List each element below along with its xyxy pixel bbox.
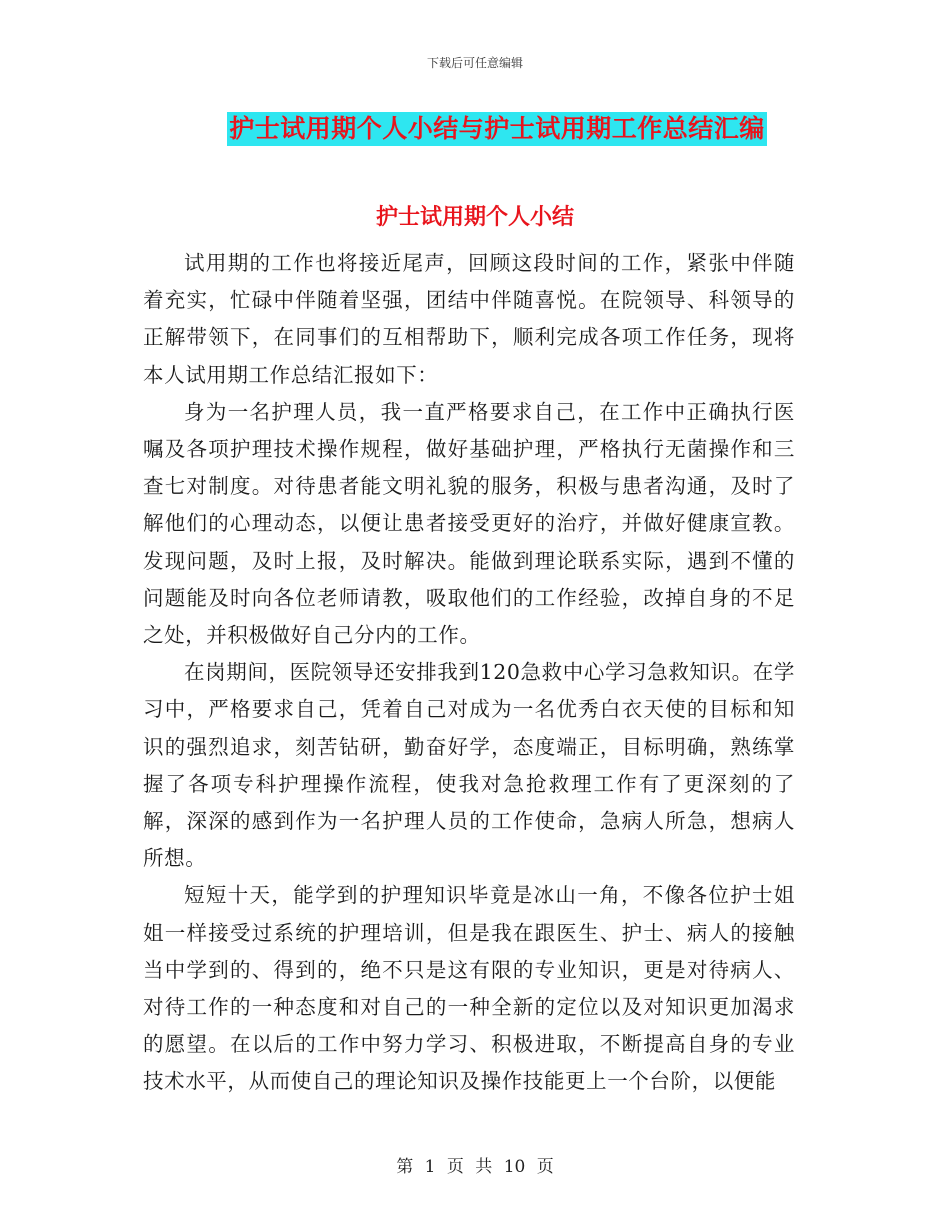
paragraph: 试用期的工作也将接近尾声，回顾这段时间的工作，紧张中伴随着充实，忙碌中伴随着坚强，团结中伴随喜悦。在院领导、科领导的正解带领下，在同事们的互相帮助下，顺利完成各项工作任务，现将本人试用期工作总结汇报如下：	[143, 251, 795, 387]
page-footer: 第 1 页 共 10 页	[396, 1157, 554, 1177]
section-title: 护士试用期个人小结	[375, 204, 574, 230]
document-body	[143, 245, 795, 1101]
header-note: 下载后可任意编辑	[426, 56, 523, 70]
paragraph: 短短十天，能学到的护理知识毕竟是冰山一角，不像各位护士姐姐一样接受过系统的护理培训，但是我在跟医生、护士、病人的接触当中学到的、得到的，绝不只是这有限的专业知识，更是对待病人、对待工作的一种态度和对自己的一种全新的定位以及对知识更加渴求的愿望。在以后的工作中努力学习、积极进取，不断提高自身的专业技术水平，从而使自己的理论知识及操作技能更上一个台阶，以便能	[143, 883, 795, 1094]
paragraph: 身为一名护理人员，我一直严格要求自己，在工作中正确执行医嘱及各项护理技术操作规程，做好基础护理，严格执行无菌操作和三查七对制度。对待患者能文明礼貌的服务，积极与患者沟通，及时了解他们的心理动态，以便让患者接受更好的治疗，并做好健康宣教。发现问题，及时上报，及时解决。能做到理论联系实际，遇到不懂的问题能及时向各位老师请教，吸取他们的工作经验，改掉自身的不足之处，并积极做好自己分内的工作。	[143, 399, 795, 648]
paragraph: 在岗期间，医院领导还安排我到120急救中心学习急救知识。在学习中，严格要求自己，凭着自己对成为一名优秀白衣天使的目标和知识的强烈追求，刻苦钻研，勤奋好学，态度端正，目标明确，熟练掌握了各项专科护理操作流程，使我对急抢救理工作有了更深刻的了解，深深的感到作为一名护理人员的工作使命，急病人所急，想病人所想。	[143, 660, 795, 871]
main-title-container	[0, 112, 950, 146]
main-title: 护士试用期个人小结与护士试用期工作总结汇编	[227, 112, 767, 146]
